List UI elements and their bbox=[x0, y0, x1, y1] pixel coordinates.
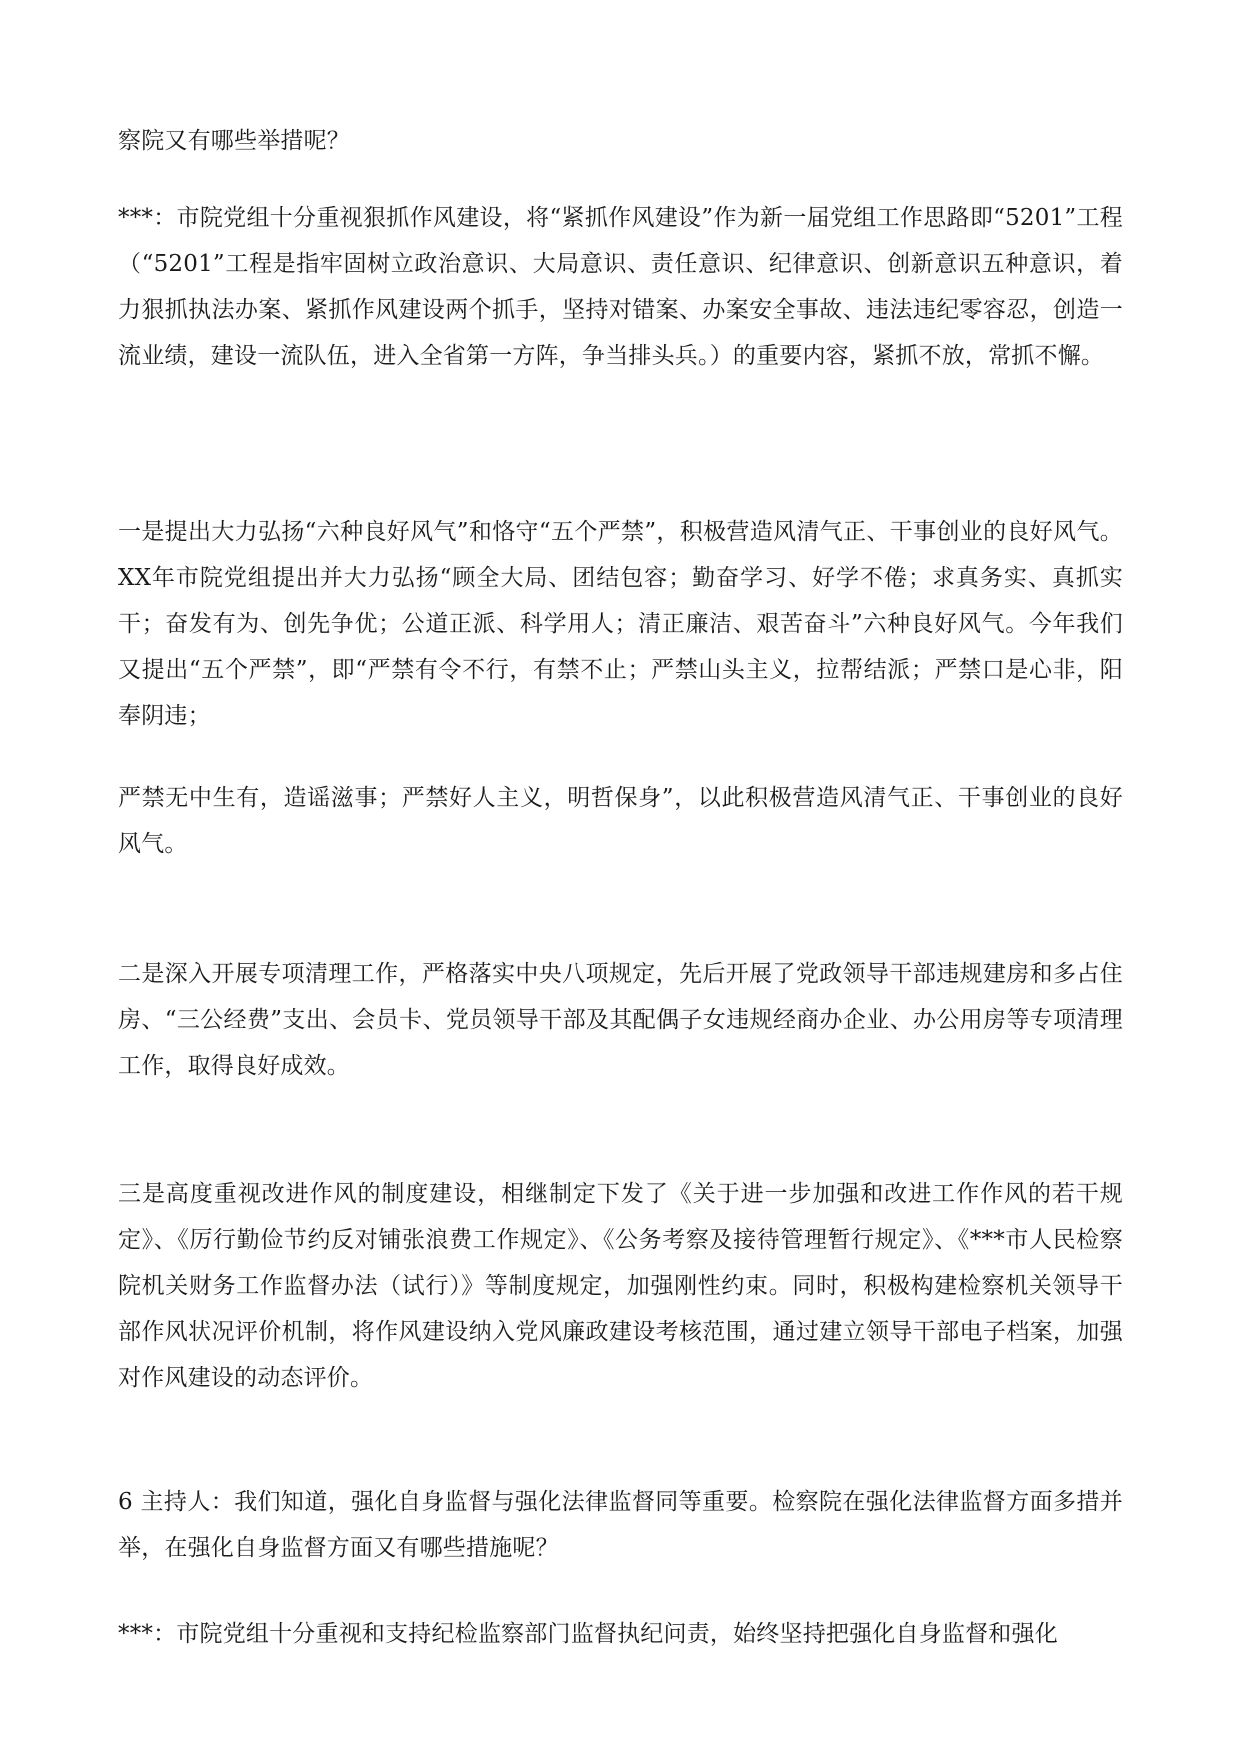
paragraph-host-question-6: 6 主持人：我们知道，强化自身监督与强化法律监督同等重要。检察院在强化法律监督方面多措并举，在强化自身监督方面又有哪些措施呢？ bbox=[118, 1489, 1123, 1561]
paragraph-answer-self-supervision: ***：市院党组十分重视和支持纪检监察部门监督执纪问责，始终坚持把强化自身监督和强化 bbox=[118, 1621, 1058, 1647]
paragraph-point-two: 二是深入开展专项清理工作，严格落实中央八项规定，先后开展了党政领导干部违规建房和多占住房、“三公经费”支出、会员卡、党员领导干部及其配偶子女违规经商办企业、办公用房等专项清理工作，取得良好成效。 bbox=[118, 961, 1123, 1079]
paragraph-point-one-continued: 严禁无中生有，造谣滋事；严禁好人主义，明哲保身”，以此积极营造风清气正、干事创业的良好风气。 bbox=[118, 785, 1123, 857]
paragraph-answer-work-style: ***：市院党组十分重视狠抓作风建设，将“紧抓作风建设”作为新一届党组工作思路即“5201”工程（“5201”工程是指牢固树立政治意识、大局意识、责任意识、纪律意识、创新意识五种意识，着力狠抓执法办案、紧抓作风建设两个抓手，坚持对错案、办案安全事故、违法违纪零容忍，创造一流业绩，建设一流队伍，进入全省第一方阵，争当排头兵。）的重要内容，紧抓不放，常抓不懈。 bbox=[118, 205, 1123, 369]
paragraph-question-continuation: 察院又有哪些举措呢？ bbox=[118, 128, 350, 154]
paragraph-point-three: 三是高度重视改进作风的制度建设，相继制定下发了《关于进一步加强和改进工作作风的若干规定》、《厉行勤俭节约反对铺张浪费工作规定》、《公务考察及接待管理暂行规定》、《***市人民检察院机关财务工作监督办法（试行）》等制度规定，加强刚性约束。同时，积极构建检察机关领导干部作风状况评价机制，将作风建设纳入党风廉政建设考核范围，通过建立领导干部电子档案，加强对作风建设的动态评价。 bbox=[118, 1181, 1123, 1391]
paragraph-point-one: 一是提出大力弘扬“六种良好风气”和恪守“五个严禁”，积极营造风清气正、干事创业的良好风气。XX年市院党组提出并大力弘扬“顾全大局、团结包容；勤奋学习、好学不倦；求真务实、真抓实干；奋发有为、创先争优；公道正派、科学用人；清正廉洁、艰苦奋斗”六种良好风气。今年我们又提出“五个严禁”，即“严禁有令不行，有禁不止；严禁山头主义，拉帮结派；严禁口是心非，阳奉阴违； bbox=[118, 519, 1123, 729]
